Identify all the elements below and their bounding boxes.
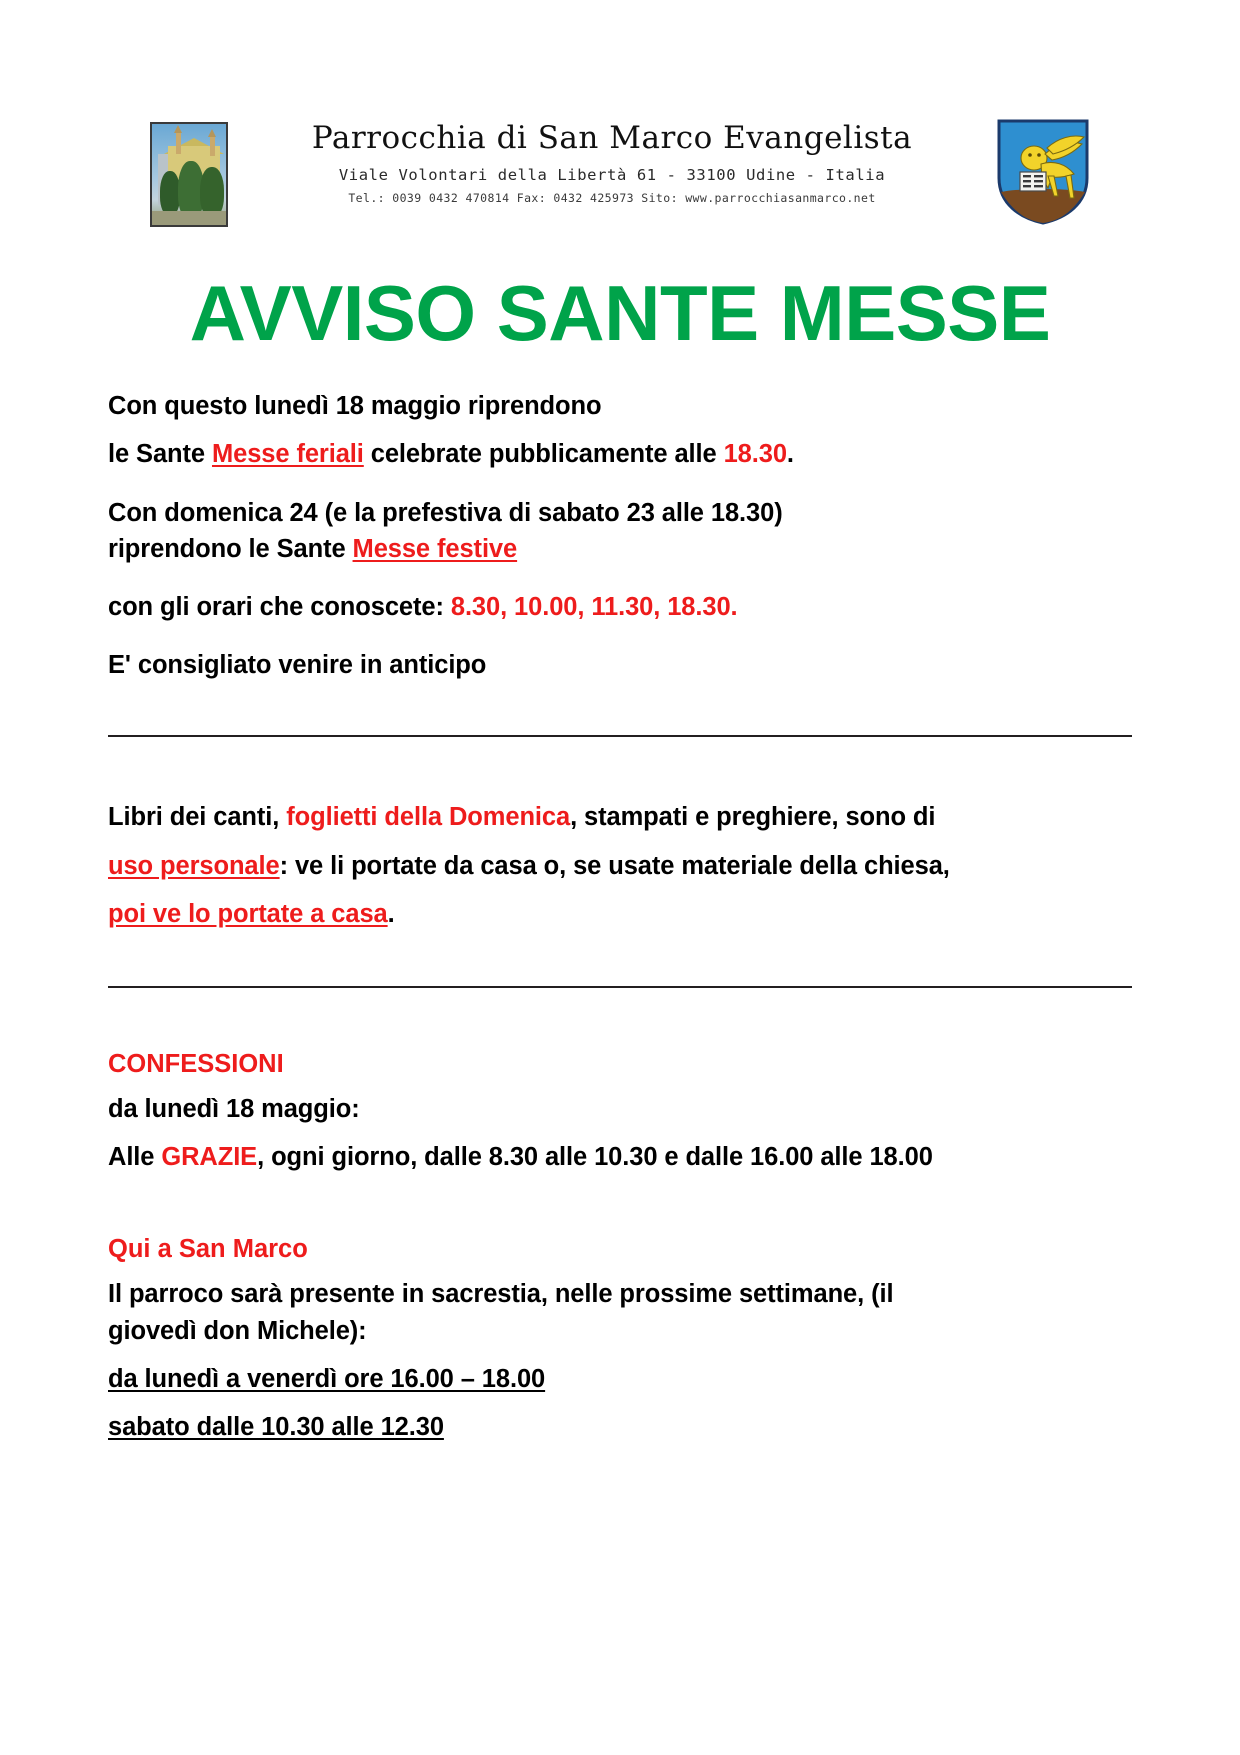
san-marco-orario-sabato: sabato dalle 10.30 alle 12.30 xyxy=(108,1412,444,1441)
parish-address: Viale Volontari della Libertà 61 - 33100 Udine - Italia xyxy=(338,165,886,184)
grazie-text-c: , ogni giorno, dalle 8.30 alle 10.30 e dalle 16.00 alle 18.00 xyxy=(257,1143,933,1172)
feriali-text-c: celebrate pubblicamente alle xyxy=(363,440,724,469)
para-festive-line1: Con domenica 24 (e la prefestiva di sabato 23 alle 18.30) xyxy=(108,498,783,527)
notice-body xyxy=(0,388,1240,1445)
para-feriali-line2 xyxy=(108,436,1132,472)
san-marco-block xyxy=(108,1235,1132,1445)
letterhead xyxy=(0,0,1240,227)
masthead xyxy=(228,120,996,205)
san-marco-orario-sabato-wrap xyxy=(108,1409,1132,1445)
orari-times: 8.30, 10.00, 11.30, 18.30. xyxy=(450,592,738,621)
orari-label: con gli orari che conoscete: xyxy=(108,592,451,621)
feriali-text-e: . xyxy=(786,440,794,469)
messe-festive-highlight: Messe festive xyxy=(352,534,518,563)
san-marco-orario-settimana: da lunedì a venerdì ore 16.00 – 18.00 xyxy=(108,1364,546,1393)
san-marco-heading: Qui a San Marco xyxy=(108,1235,308,1264)
divider-2 xyxy=(108,986,1132,988)
divider-1-wrap xyxy=(108,735,1132,737)
feriali-time: 18.30 xyxy=(723,440,787,469)
coat-of-arms-icon xyxy=(996,118,1090,226)
uso-personale-highlight: uso personale xyxy=(108,851,280,880)
confessioni-block xyxy=(108,1050,1132,1175)
feriali-text-a: le Sante xyxy=(108,440,212,469)
divider-2-wrap xyxy=(108,986,1132,988)
materials-line1 xyxy=(108,799,1132,835)
confessioni-heading: CONFESSIONI xyxy=(108,1049,284,1078)
grazie-highlight: GRAZIE xyxy=(161,1143,258,1172)
para-anticipo: E' consigliato venire in anticipo xyxy=(108,651,487,680)
parish-name: Parrocchia di San Marco Evangelista xyxy=(311,120,913,156)
materials-text-a: Libri dei canti, xyxy=(108,803,287,832)
church-photo xyxy=(150,122,228,227)
para-festive-line2 xyxy=(108,531,1132,567)
san-marco-line2: giovedì don Michele): xyxy=(108,1316,367,1345)
san-marco-line1: Il parroco sarà presente in sacrestia, nelle prossime settimane, (il xyxy=(108,1280,894,1309)
materials-text-c: , stampati e preghiere, sono di xyxy=(570,803,936,832)
confessioni-line1: da lunedì 18 maggio: xyxy=(108,1094,360,1123)
materials-text-b: : ve li portate da casa o, se usate materiale della chiesa, xyxy=(279,851,950,880)
divider-1 xyxy=(108,735,1132,737)
materials-line3 xyxy=(108,896,1132,932)
messe-feriali-highlight: Messe feriali xyxy=(211,440,364,469)
page-title: AVVISO SANTE MESSE xyxy=(189,269,1051,357)
grazie-text-a: Alle xyxy=(108,1143,162,1172)
portate-a-casa-highlight: poi ve lo portate a casa xyxy=(108,899,388,928)
materials-line2 xyxy=(108,848,1132,884)
materials-text-end: . xyxy=(387,899,395,928)
festive-text-a: riprendono le Sante xyxy=(108,534,353,563)
para-feriali-line1: Con questo lunedì 18 maggio riprendono xyxy=(108,392,602,421)
para-festive-orari xyxy=(108,589,1132,625)
foglietti-highlight: foglietti della Domenica xyxy=(286,803,571,832)
confessioni-line2 xyxy=(108,1139,1132,1175)
parish-contact: Tel.: 0039 0432 470814 Fax: 0432 425973 Sito: www.parrocchiasanmarco.net xyxy=(348,190,876,205)
materials-block xyxy=(108,799,1132,932)
